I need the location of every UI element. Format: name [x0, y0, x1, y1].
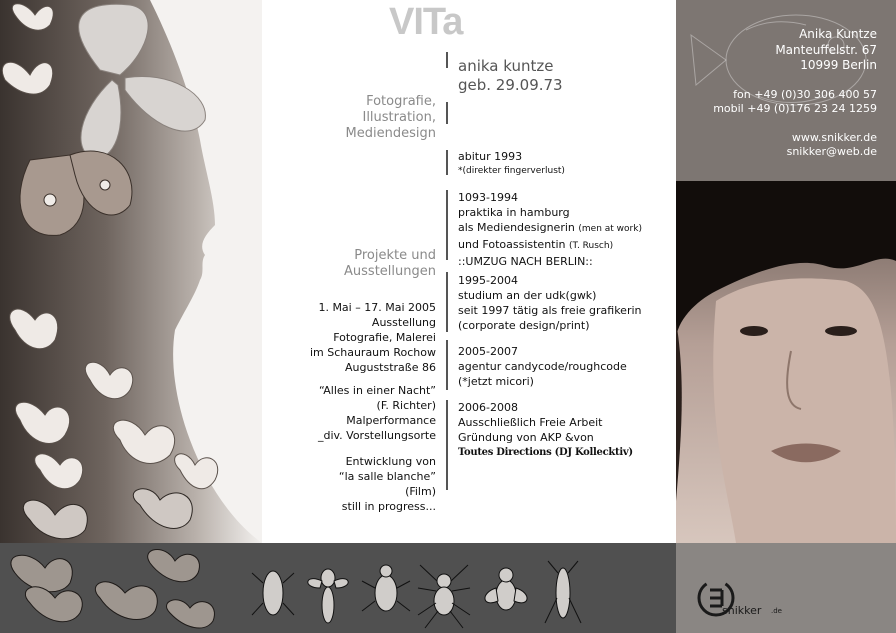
entry-year: 2006-2008	[458, 401, 518, 414]
timeline-entry-1993	[458, 149, 673, 179]
project-performance	[318, 383, 436, 443]
entry-line: ::UMZUG NACH BERLIN::	[458, 255, 593, 268]
project-line: still in progress...	[341, 500, 436, 513]
portrait-icon	[676, 181, 896, 543]
field-label: Mediendesign	[345, 126, 436, 141]
email-link[interactable]: snikker@web.de	[786, 145, 877, 158]
entry-line	[458, 220, 673, 237]
entry-note: (men at work)	[578, 224, 642, 234]
logo-suffix: .de	[771, 607, 782, 615]
entry-text: Gründung von AKP	[458, 431, 562, 444]
snikker-logo[interactable]	[694, 576, 814, 618]
timeline-bar	[446, 340, 448, 390]
projects-heading	[344, 248, 436, 280]
timeline-entry-1994	[458, 190, 673, 269]
entry-year: 1995-2004	[458, 274, 518, 287]
field-label: Fotografie,	[366, 94, 436, 109]
project-exhibition	[310, 300, 436, 375]
projects-heading-line: Ausstellungen	[344, 264, 436, 279]
entry-text: als Mediendesignerin	[458, 221, 575, 234]
timeline-entry-2007	[458, 344, 673, 389]
birth-date: geb. 29.09.73	[458, 76, 563, 94]
timeline-bar	[446, 150, 448, 175]
entry-line	[458, 237, 673, 254]
person-name: anika kuntze	[458, 57, 554, 75]
butterfly-artwork	[0, 0, 262, 543]
entry-year: abitur 1993	[458, 150, 523, 163]
project-line: “Alles in einer Nacht”	[318, 384, 436, 397]
project-line: (F. Richter)	[376, 399, 436, 412]
entry-year: 1093-1994	[458, 191, 518, 204]
timeline-bar	[446, 102, 448, 124]
project-line: Ausstellung	[371, 316, 436, 329]
timeline-bar	[446, 52, 448, 68]
contact-mobile: mobil +49 (0)176 23 24 1259	[713, 102, 877, 115]
entry-line	[458, 430, 673, 445]
project-line: 1. Mai – 17. Mai 2005	[318, 301, 436, 314]
timeline-bar	[446, 400, 448, 490]
timeline-bar	[446, 272, 448, 332]
website-link[interactable]: www.snikker.de	[791, 131, 877, 144]
contact-name: Anika Kuntze	[799, 27, 877, 41]
entry-note: *(direkter fingerverlust)	[458, 166, 565, 176]
timeline-bar	[446, 190, 448, 260]
field-label: Illustration,	[362, 110, 436, 125]
project-line: _div. Vorstellungsorte	[317, 429, 436, 442]
project-line: Auguststraße 86	[345, 361, 436, 374]
project-line: Malperformance	[346, 414, 436, 427]
project-line: Entwicklung von	[345, 455, 436, 468]
entry-line: Ausschließlich Freie Arbeit	[458, 416, 603, 429]
timeline-entry-2008	[458, 400, 673, 460]
entry-note: (T. Rusch)	[569, 241, 614, 251]
logo-panel	[676, 543, 896, 633]
fields-heading	[346, 94, 436, 142]
butterfly-silhouette-icon	[0, 0, 262, 543]
project-line: “la salle blanche”	[338, 470, 436, 483]
contact-phone: fon +49 (0)30 306 400 57	[733, 88, 877, 101]
insects-icon	[0, 543, 676, 633]
project-film	[339, 454, 436, 514]
insect-strip	[0, 543, 676, 633]
entry-line: seit 1997 tätig als freie grafikerin	[458, 304, 642, 317]
logo-text: snikker	[722, 604, 762, 617]
entry-line: praktika in hamburg	[458, 206, 570, 219]
entry-line: (corporate design/print)	[458, 319, 590, 332]
portrait-photo	[676, 181, 896, 543]
project-line: Fotografie, Malerei	[333, 331, 436, 344]
contact-city: 10999 Berlin	[800, 58, 877, 72]
entry-line: (*jetzt micori)	[458, 375, 534, 388]
contact-panel	[676, 0, 896, 181]
project-line: (Film)	[405, 485, 436, 498]
entry-line: studium an der udk(gwk)	[458, 289, 597, 302]
page-title: VITa	[389, 1, 463, 43]
contact-street: Manteuffelstr. 67	[775, 43, 877, 57]
entry-text: und Fotoassistentin	[458, 238, 566, 251]
entry-text: &von	[564, 431, 594, 444]
entry-line: agentur candycode/roughcode	[458, 360, 627, 373]
dj-collective-name: Toutes Directions (DJ Kollecktiv)	[458, 447, 633, 458]
project-line: im Schauraum Rochow	[309, 346, 436, 359]
entry-year: 2005-2007	[458, 345, 518, 358]
timeline-entry-2004	[458, 273, 673, 333]
projects-heading-line: Projekte und	[354, 248, 436, 263]
